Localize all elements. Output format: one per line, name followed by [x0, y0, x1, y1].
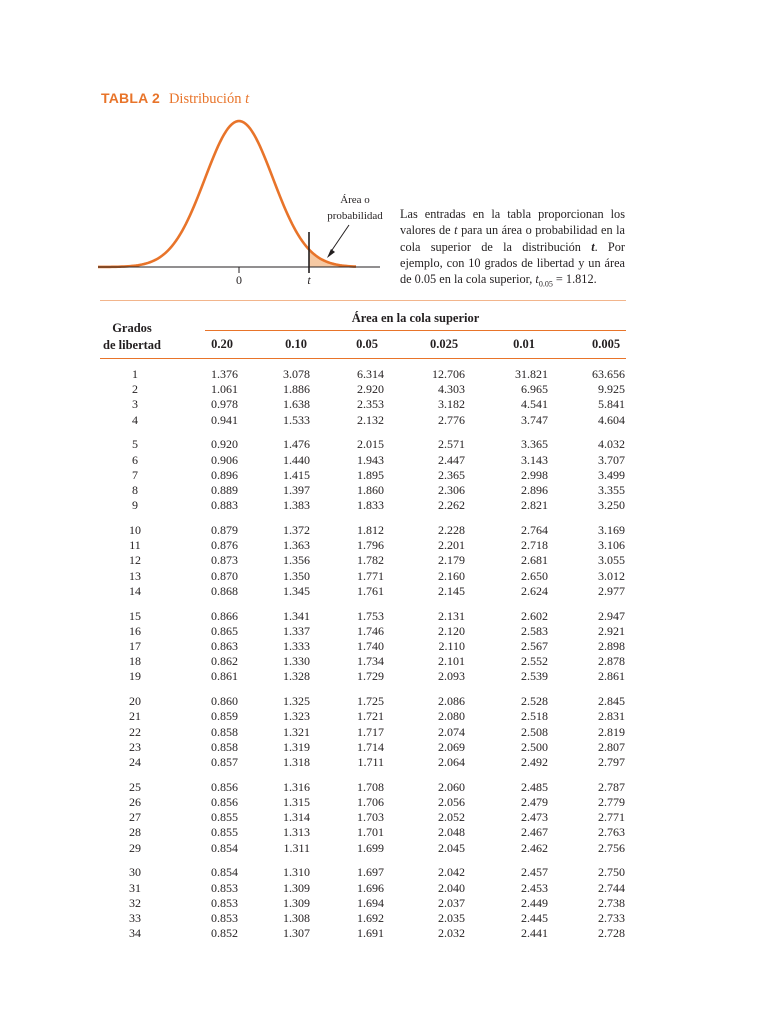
value-cell: 0.941 — [211, 412, 238, 427]
value-cell: 2.262 — [438, 498, 465, 513]
value-cell: 2.086 — [438, 694, 465, 709]
value-cell: 2.052 — [438, 810, 465, 825]
value-cell: 2.718 — [521, 538, 548, 553]
value-cell: 2.074 — [438, 724, 465, 739]
value-cell: 0.889 — [211, 483, 238, 497]
value-cell: 1.796 — [357, 538, 384, 553]
value-cell: 0.856 — [211, 779, 238, 794]
df-cell: 19 — [129, 669, 141, 684]
value-cell: 1.307 — [283, 926, 310, 941]
value-cell: 2.035 — [438, 911, 465, 925]
value-cell: 0.853 — [211, 880, 238, 895]
value-cell: 0.858 — [211, 724, 238, 739]
value-cell: 2.583 — [521, 623, 548, 638]
value-cell: 2.306 — [438, 483, 465, 497]
value-cell: 4.604 — [598, 412, 625, 427]
df-cell: 24 — [129, 755, 141, 769]
df-cell: 9 — [132, 498, 138, 513]
value-cell: 1.860 — [357, 483, 384, 497]
axis-zero-label: 0 — [236, 273, 242, 287]
value-cell: 0.858 — [211, 739, 238, 754]
value-cell: 1.440 — [283, 452, 310, 467]
value-cell: 2.037 — [438, 895, 465, 910]
value-cell: 2.819 — [598, 724, 625, 739]
value-cell: 1.721 — [357, 709, 384, 724]
value-cell: 2.738 — [598, 895, 625, 910]
value-cell: 2.998 — [521, 467, 548, 482]
value-cell: 2.508 — [521, 724, 548, 739]
value-cell: 0.870 — [211, 568, 238, 583]
value-cell: 3.365 — [521, 437, 548, 452]
df-cell: 14 — [129, 583, 141, 598]
df-cell: 21 — [129, 709, 141, 724]
value-cell: 1.714 — [357, 739, 384, 754]
value-cell: 2.797 — [598, 755, 625, 769]
value-cell: 2.764 — [521, 523, 548, 537]
df-cell: 31 — [129, 880, 141, 895]
value-cell: 2.447 — [438, 452, 465, 467]
column-header-0-025: 0.025 — [429, 337, 459, 351]
value-cell: 2.681 — [521, 553, 548, 568]
value-cell: 1.895 — [357, 467, 384, 482]
value-cell: 2.145 — [438, 583, 465, 598]
value-cell: 2.457 — [521, 865, 548, 880]
value-cell: 2.365 — [438, 467, 465, 482]
value-cell: 2.977 — [598, 583, 625, 598]
value-cell: 1.330 — [283, 654, 310, 669]
value-cell: 2.201 — [438, 538, 465, 553]
df-cell: 4 — [132, 412, 138, 427]
value-cell: 1.943 — [357, 452, 384, 467]
value-cell: 0.854 — [211, 865, 238, 880]
value-cell: 2.518 — [521, 709, 548, 724]
value-cell: 9.925 — [598, 382, 625, 397]
value-cell: 2.131 — [438, 608, 465, 623]
df-cell: 23 — [129, 739, 141, 754]
value-cell: 1.706 — [357, 795, 384, 809]
value-cell: 2.756 — [598, 840, 625, 855]
value-cell: 1.397 — [283, 483, 310, 497]
value-cell: 3.143 — [521, 452, 548, 467]
value-cell: 1.321 — [283, 724, 310, 739]
value-cell: 0.857 — [211, 755, 238, 769]
value-cell: 0.978 — [211, 397, 238, 412]
value-cell: 1.325 — [283, 694, 310, 709]
value-cell: 12.706 — [432, 367, 465, 381]
value-cell: 1.319 — [283, 739, 310, 754]
value-cell: 1.310 — [283, 865, 310, 880]
value-cell: 1.886 — [283, 382, 310, 397]
value-cell: 1.711 — [357, 755, 384, 769]
df-cell: 27 — [129, 810, 141, 825]
value-cell: 1.746 — [357, 623, 384, 638]
value-cell: 0.906 — [211, 452, 238, 467]
value-cell: 0.896 — [211, 467, 238, 482]
value-cell: 1.533 — [283, 412, 310, 427]
value-cell: 1.363 — [283, 538, 310, 553]
value-cell: 1.782 — [357, 553, 384, 568]
value-cell: 1.316 — [283, 779, 310, 794]
df-cell: 1 — [132, 367, 138, 381]
value-cell: 2.821 — [521, 498, 548, 513]
value-cell: 2.733 — [598, 911, 625, 925]
value-cell: 1.734 — [357, 654, 384, 669]
value-cell: 2.120 — [438, 623, 465, 638]
value-cell: 1.638 — [283, 397, 310, 412]
value-cell: 2.845 — [598, 694, 625, 709]
value-cell: 1.061 — [211, 382, 238, 397]
df-cell: 5 — [132, 437, 138, 452]
value-cell: 2.779 — [598, 795, 625, 809]
value-cell: 1.328 — [283, 669, 310, 684]
value-cell: 0.859 — [211, 709, 238, 724]
value-cell: 1.333 — [283, 639, 310, 653]
value-cell: 2.921 — [598, 623, 625, 638]
df-cell: 29 — [129, 840, 141, 855]
value-cell: 1.717 — [357, 724, 384, 739]
value-cell: 0.855 — [211, 810, 238, 825]
value-cell: 2.110 — [438, 639, 465, 653]
value-cell: 1.372 — [283, 523, 310, 537]
value-cell: 3.355 — [598, 483, 625, 497]
value-cell: 1.694 — [357, 895, 384, 910]
value-cell: 2.353 — [357, 397, 384, 412]
value-cell: 1.345 — [283, 583, 310, 598]
value-cell: 6.314 — [357, 367, 384, 381]
value-cell: 1.771 — [357, 568, 384, 583]
value-cell: 0.868 — [211, 583, 238, 598]
value-cell: 2.080 — [438, 709, 465, 724]
table-top-rule — [100, 300, 626, 301]
value-cell: 0.883 — [211, 498, 238, 513]
column-header-0-01: 0.01 — [513, 337, 535, 351]
value-cell: 2.441 — [521, 926, 548, 941]
value-cell: 2.728 — [598, 926, 625, 941]
value-cell: 2.462 — [521, 840, 548, 855]
value-cell: 1.697 — [357, 865, 384, 880]
value-cell: 2.045 — [438, 840, 465, 855]
value-cell: 1.314 — [283, 810, 310, 825]
value-cell: 2.056 — [438, 795, 465, 809]
area-header-rule — [205, 330, 626, 331]
value-cell: 2.445 — [521, 911, 548, 925]
df-cell: 11 — [129, 538, 141, 553]
value-cell: 1.337 — [283, 623, 310, 638]
area-label-line2: probabilidad — [327, 210, 383, 222]
value-cell: 2.449 — [521, 895, 548, 910]
value-cell: 2.602 — [521, 608, 548, 623]
value-cell: 2.567 — [521, 639, 548, 653]
value-cell: 3.499 — [598, 467, 625, 482]
df-cell: 12 — [129, 553, 141, 568]
value-cell: 2.015 — [357, 437, 384, 452]
value-cell: 2.492 — [521, 755, 548, 769]
value-cell: 0.920 — [211, 437, 238, 452]
value-cell: 1.753 — [357, 608, 384, 623]
value-cell: 1.341 — [283, 608, 310, 623]
value-cell: 0.861 — [211, 669, 238, 684]
density-curve — [98, 121, 356, 267]
value-cell: 6.965 — [521, 382, 548, 397]
value-cell: 2.160 — [438, 568, 465, 583]
value-cell: 2.763 — [598, 825, 625, 840]
area-pointer-arrow-shaft — [330, 225, 349, 253]
df-cell: 34 — [129, 926, 141, 941]
table-number: TABLA 2 — [101, 90, 160, 106]
value-cell: 1.725 — [357, 694, 384, 709]
value-cell: 1.476 — [283, 437, 310, 452]
value-cell: 1.701 — [357, 825, 384, 840]
value-cell: 2.650 — [521, 568, 548, 583]
value-cell: 3.078 — [283, 367, 310, 381]
value-cell: 2.744 — [598, 880, 625, 895]
value-cell: 2.060 — [438, 779, 465, 794]
value-cell: 63.656 — [592, 367, 625, 381]
value-cell: 2.467 — [521, 825, 548, 840]
value-cell: 2.771 — [598, 810, 625, 825]
value-cell: 3.707 — [598, 452, 625, 467]
value-cell: 2.807 — [598, 739, 625, 754]
value-cell: 2.042 — [438, 865, 465, 880]
value-cell: 0.852 — [211, 926, 238, 941]
column-header-0-005: 0.005 — [591, 337, 621, 351]
value-cell: 1.691 — [357, 926, 384, 941]
value-cell: 3.250 — [598, 498, 625, 513]
value-cell: 1.699 — [357, 840, 384, 855]
header-bottom-rule — [100, 358, 626, 359]
value-cell: 1.350 — [283, 568, 310, 583]
value-cell: 2.878 — [598, 654, 625, 669]
table-name: Distribución t — [168, 91, 250, 107]
df-cell: 13 — [129, 568, 141, 583]
df-cell: 8 — [132, 483, 138, 497]
df-cell: 25 — [129, 779, 141, 794]
value-cell: 1.311 — [283, 840, 310, 855]
value-cell: 2.898 — [598, 639, 625, 653]
value-cell: 2.920 — [357, 382, 384, 397]
value-cell: 1.812 — [357, 523, 384, 537]
column-header-0-10: 0.10 — [285, 337, 307, 351]
df-cell: 30 — [129, 865, 141, 880]
value-cell: 2.831 — [598, 709, 625, 724]
df-cell: 3 — [132, 397, 138, 412]
value-cell: 1.696 — [357, 880, 384, 895]
value-cell: 1.415 — [283, 467, 310, 482]
value-cell: 2.896 — [521, 483, 548, 497]
value-cell: 0.863 — [211, 639, 238, 653]
df-cell: 15 — [129, 608, 141, 623]
value-cell: 2.473 — [521, 810, 548, 825]
df-cell: 28 — [129, 825, 141, 840]
value-cell: 3.182 — [438, 397, 465, 412]
df-cell: 20 — [129, 694, 141, 709]
value-cell: 3.747 — [521, 412, 548, 427]
df-cell: 10 — [129, 523, 141, 537]
value-cell: 2.861 — [598, 669, 625, 684]
value-cell: 0.865 — [211, 623, 238, 638]
df-cell: 7 — [132, 467, 138, 482]
value-cell: 2.485 — [521, 779, 548, 794]
df-cell: 2 — [132, 382, 138, 397]
value-cell: 2.500 — [521, 739, 548, 754]
column-header-0-20: 0.20 — [211, 337, 233, 351]
t-distribution-curve-figure — [98, 110, 388, 290]
df-cell: 17 — [129, 639, 141, 653]
value-cell: 2.776 — [438, 412, 465, 427]
value-cell: 1.313 — [283, 825, 310, 840]
value-cell: 2.552 — [521, 654, 548, 669]
value-cell: 1.308 — [283, 911, 310, 925]
df-cell: 32 — [129, 895, 141, 910]
value-cell: 1.356 — [283, 553, 310, 568]
value-cell: 0.860 — [211, 694, 238, 709]
value-cell: 1.703 — [357, 810, 384, 825]
value-cell: 2.179 — [438, 553, 465, 568]
value-cell: 0.853 — [211, 911, 238, 925]
value-cell: 0.855 — [211, 825, 238, 840]
df-cell: 26 — [129, 795, 141, 809]
value-cell: 1.376 — [211, 367, 238, 381]
value-cell: 1.692 — [357, 911, 384, 925]
value-cell: 1.323 — [283, 709, 310, 724]
value-cell: 1.833 — [357, 498, 384, 513]
df-cell: 18 — [129, 654, 141, 669]
value-cell: 0.879 — [211, 523, 238, 537]
value-cell: 2.479 — [521, 795, 548, 809]
value-cell: 2.571 — [438, 437, 465, 452]
value-cell: 0.854 — [211, 840, 238, 855]
value-cell: 2.032 — [438, 926, 465, 941]
value-cell: 2.787 — [598, 779, 625, 794]
value-cell: 1.315 — [283, 795, 310, 809]
value-cell: 1.740 — [357, 639, 384, 653]
value-cell: 4.032 — [598, 437, 625, 452]
df-cell: 16 — [129, 623, 141, 638]
value-cell: 2.750 — [598, 865, 625, 880]
value-cell: 1.309 — [283, 880, 310, 895]
table-description: Las entradas en la tabla proporcionan los valores de t para un área o probabilidad en la cola superior de la distribución t. Por ejemplo, con 10 grados de libertad y un área de 0.05 en la cola superior, $t_{0.05} = 1.812$. — [400, 207, 626, 289]
area-header: Área en la cola superior — [351, 311, 480, 325]
df-header: Grados de libertad — [103, 321, 161, 352]
df-cell: 22 — [129, 724, 141, 739]
value-cell: 0.853 — [211, 895, 238, 910]
value-cell: 2.528 — [521, 694, 548, 709]
axis-t-label: t — [307, 273, 311, 287]
value-cell: 1.708 — [357, 779, 384, 794]
value-cell: 0.873 — [211, 553, 238, 568]
table-title — [101, 90, 249, 108]
value-cell: 0.862 — [211, 654, 238, 669]
area-pointer-arrow-head — [327, 249, 335, 258]
value-cell: 1.761 — [357, 583, 384, 598]
value-cell: 1.729 — [357, 669, 384, 684]
value-cell: 3.055 — [598, 553, 625, 568]
df-cell: 6 — [132, 452, 138, 467]
value-cell: 3.106 — [598, 538, 625, 553]
column-header-0-05: 0.05 — [356, 337, 378, 351]
value-cell: 2.069 — [438, 739, 465, 754]
value-cell: 2.624 — [521, 583, 548, 598]
value-cell: 2.048 — [438, 825, 465, 840]
value-cell: 2.093 — [438, 669, 465, 684]
value-cell: 3.012 — [598, 568, 625, 583]
value-cell: 2.132 — [357, 412, 384, 427]
value-cell: 3.169 — [598, 523, 625, 537]
area-label-line1: Área o — [340, 194, 370, 206]
value-cell: 2.539 — [521, 669, 548, 684]
value-cell: 5.841 — [598, 397, 625, 412]
value-cell: 2.228 — [438, 523, 465, 537]
value-cell: 1.318 — [283, 755, 310, 769]
value-cell: 4.303 — [438, 382, 465, 397]
value-cell: 1.309 — [283, 895, 310, 910]
value-cell: 2.101 — [438, 654, 465, 669]
value-cell: 2.064 — [438, 755, 465, 769]
df-cell: 33 — [129, 911, 141, 925]
value-cell: 0.866 — [211, 608, 238, 623]
value-cell: 1.383 — [283, 498, 310, 513]
value-cell: 2.453 — [521, 880, 548, 895]
value-cell: 2.040 — [438, 880, 465, 895]
value-cell: 4.541 — [521, 397, 548, 412]
value-cell: 0.876 — [211, 538, 238, 553]
value-cell: 2.947 — [598, 608, 625, 623]
value-cell: 31.821 — [515, 367, 548, 381]
value-cell: 0.856 — [211, 795, 238, 809]
